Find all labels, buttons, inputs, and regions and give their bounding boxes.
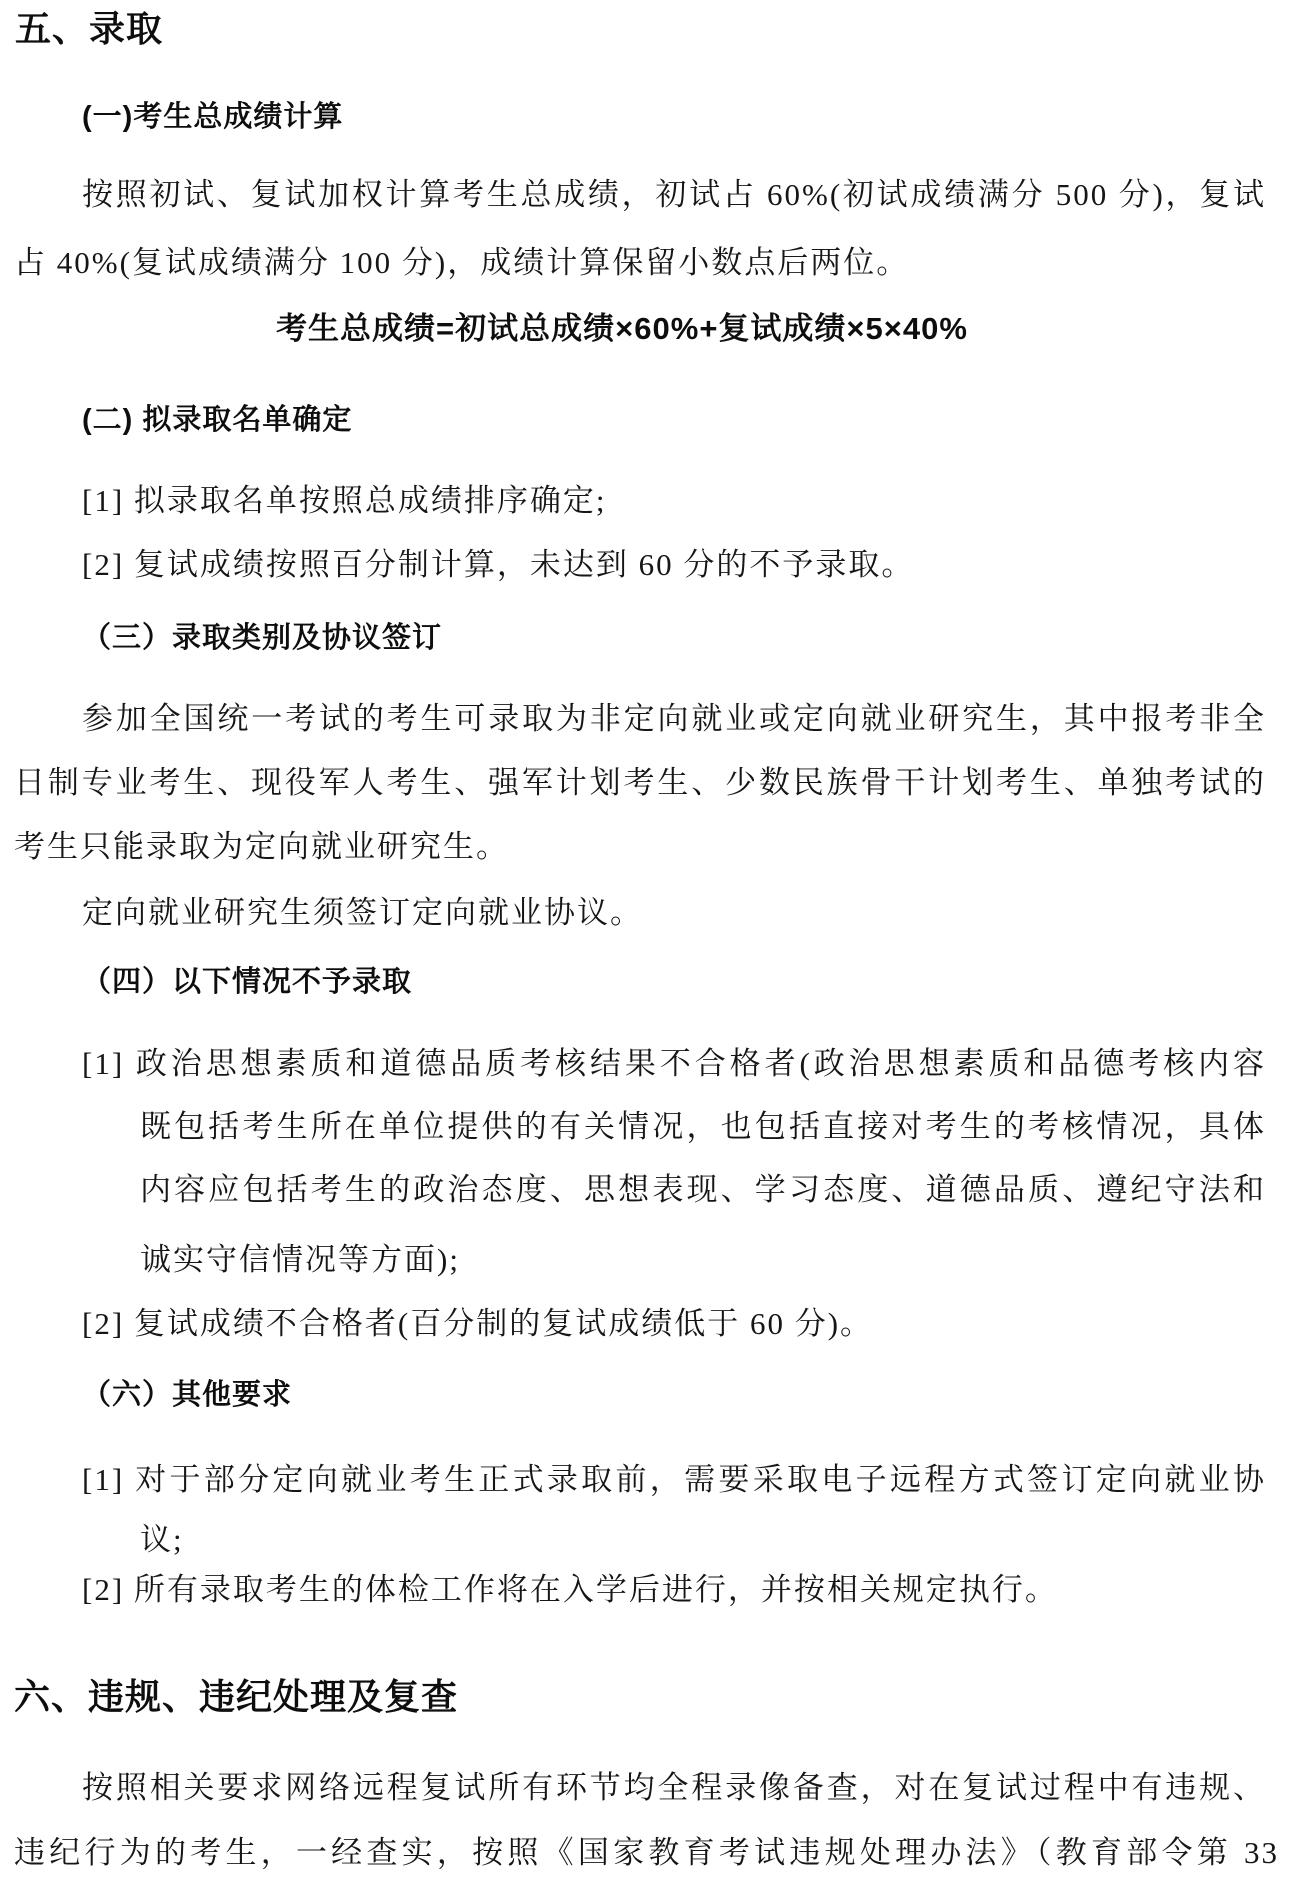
list-item: [2] 复试成绩不合格者(百分制的复试成绩低于 60 分)。 bbox=[82, 1306, 874, 1341]
subsection-2-heading: (二) 拟录取名单确定 bbox=[82, 404, 353, 436]
paragraph-line: 占 40%(复试成绩满分 100 分)，成绩计算保留小数点后两位。 bbox=[14, 245, 910, 280]
list-item: [2] 所有录取考生的体检工作将在入学后进行，并按相关规定执行。 bbox=[82, 1572, 1058, 1607]
paragraph-line: 考生只能录取为定向就业研究生。 bbox=[14, 829, 509, 864]
list-item-continuation: 诚实守信情况等方面); bbox=[140, 1242, 460, 1277]
subsection-3-heading: （三）录取类别及协议签订 bbox=[82, 622, 443, 654]
list-item-continuation: 内容应包括考生的政治态度、思想表现、学习态度、道德品质、遵纪守法和 bbox=[140, 1172, 1266, 1207]
paragraph-line: 违纪行为的考生，一经查实，按照《国家教育考试违规处理办法》（教育部令第 33 bbox=[14, 1835, 1279, 1870]
paragraph-line: 按照初试、复试加权计算考生总成绩，初试占 60%(初试成绩满分 500 分)，复试 bbox=[82, 177, 1266, 212]
subsection-4-heading: （四）以下情况不予录取 bbox=[82, 966, 413, 998]
total-score-formula: 考生总成绩=初试总成绩×60%+复试成绩×5×40% bbox=[276, 311, 968, 346]
section-5-heading: 五、录取 bbox=[15, 8, 164, 49]
paragraph-line: 按照相关要求网络远程复试所有环节均全程录像备查，对在复试过程中有违规、 bbox=[82, 1770, 1266, 1805]
list-item: [2] 复试成绩按照百分制计算，未达到 60 分的不予录取。 bbox=[82, 547, 915, 582]
list-item-continuation: 议; bbox=[140, 1522, 184, 1557]
list-item: [1] 拟录取名单按照总成绩排序确定; bbox=[82, 483, 607, 518]
paragraph-line: 参加全国统一考试的考生可录取为非定向就业或定向就业研究生，其中报考非全 bbox=[82, 701, 1266, 736]
subsection-6-heading: （六）其他要求 bbox=[82, 1379, 293, 1411]
list-item: [1] 对于部分定向就业考生正式录取前，需要采取电子远程方式签订定向就业协 bbox=[82, 1462, 1266, 1497]
list-item: [1] 政治思想素质和道德品质考核结果不合格者(政治思想素质和品德考核内容 bbox=[82, 1046, 1266, 1081]
paragraph-line: 定向就业研究生须签订定向就业协议。 bbox=[82, 895, 643, 930]
subsection-1-heading: (一)考生总成绩计算 bbox=[82, 101, 344, 133]
list-item-continuation: 既包括考生所在单位提供的有关情况，也包括直接对考生的考核情况，具体 bbox=[140, 1109, 1266, 1144]
section-6-heading: 六、违规、违纪处理及复查 bbox=[14, 1676, 459, 1717]
paragraph-line: 日制专业考生、现役军人考生、强军计划考生、少数民族骨干计划考生、单独考试的 bbox=[14, 765, 1266, 800]
